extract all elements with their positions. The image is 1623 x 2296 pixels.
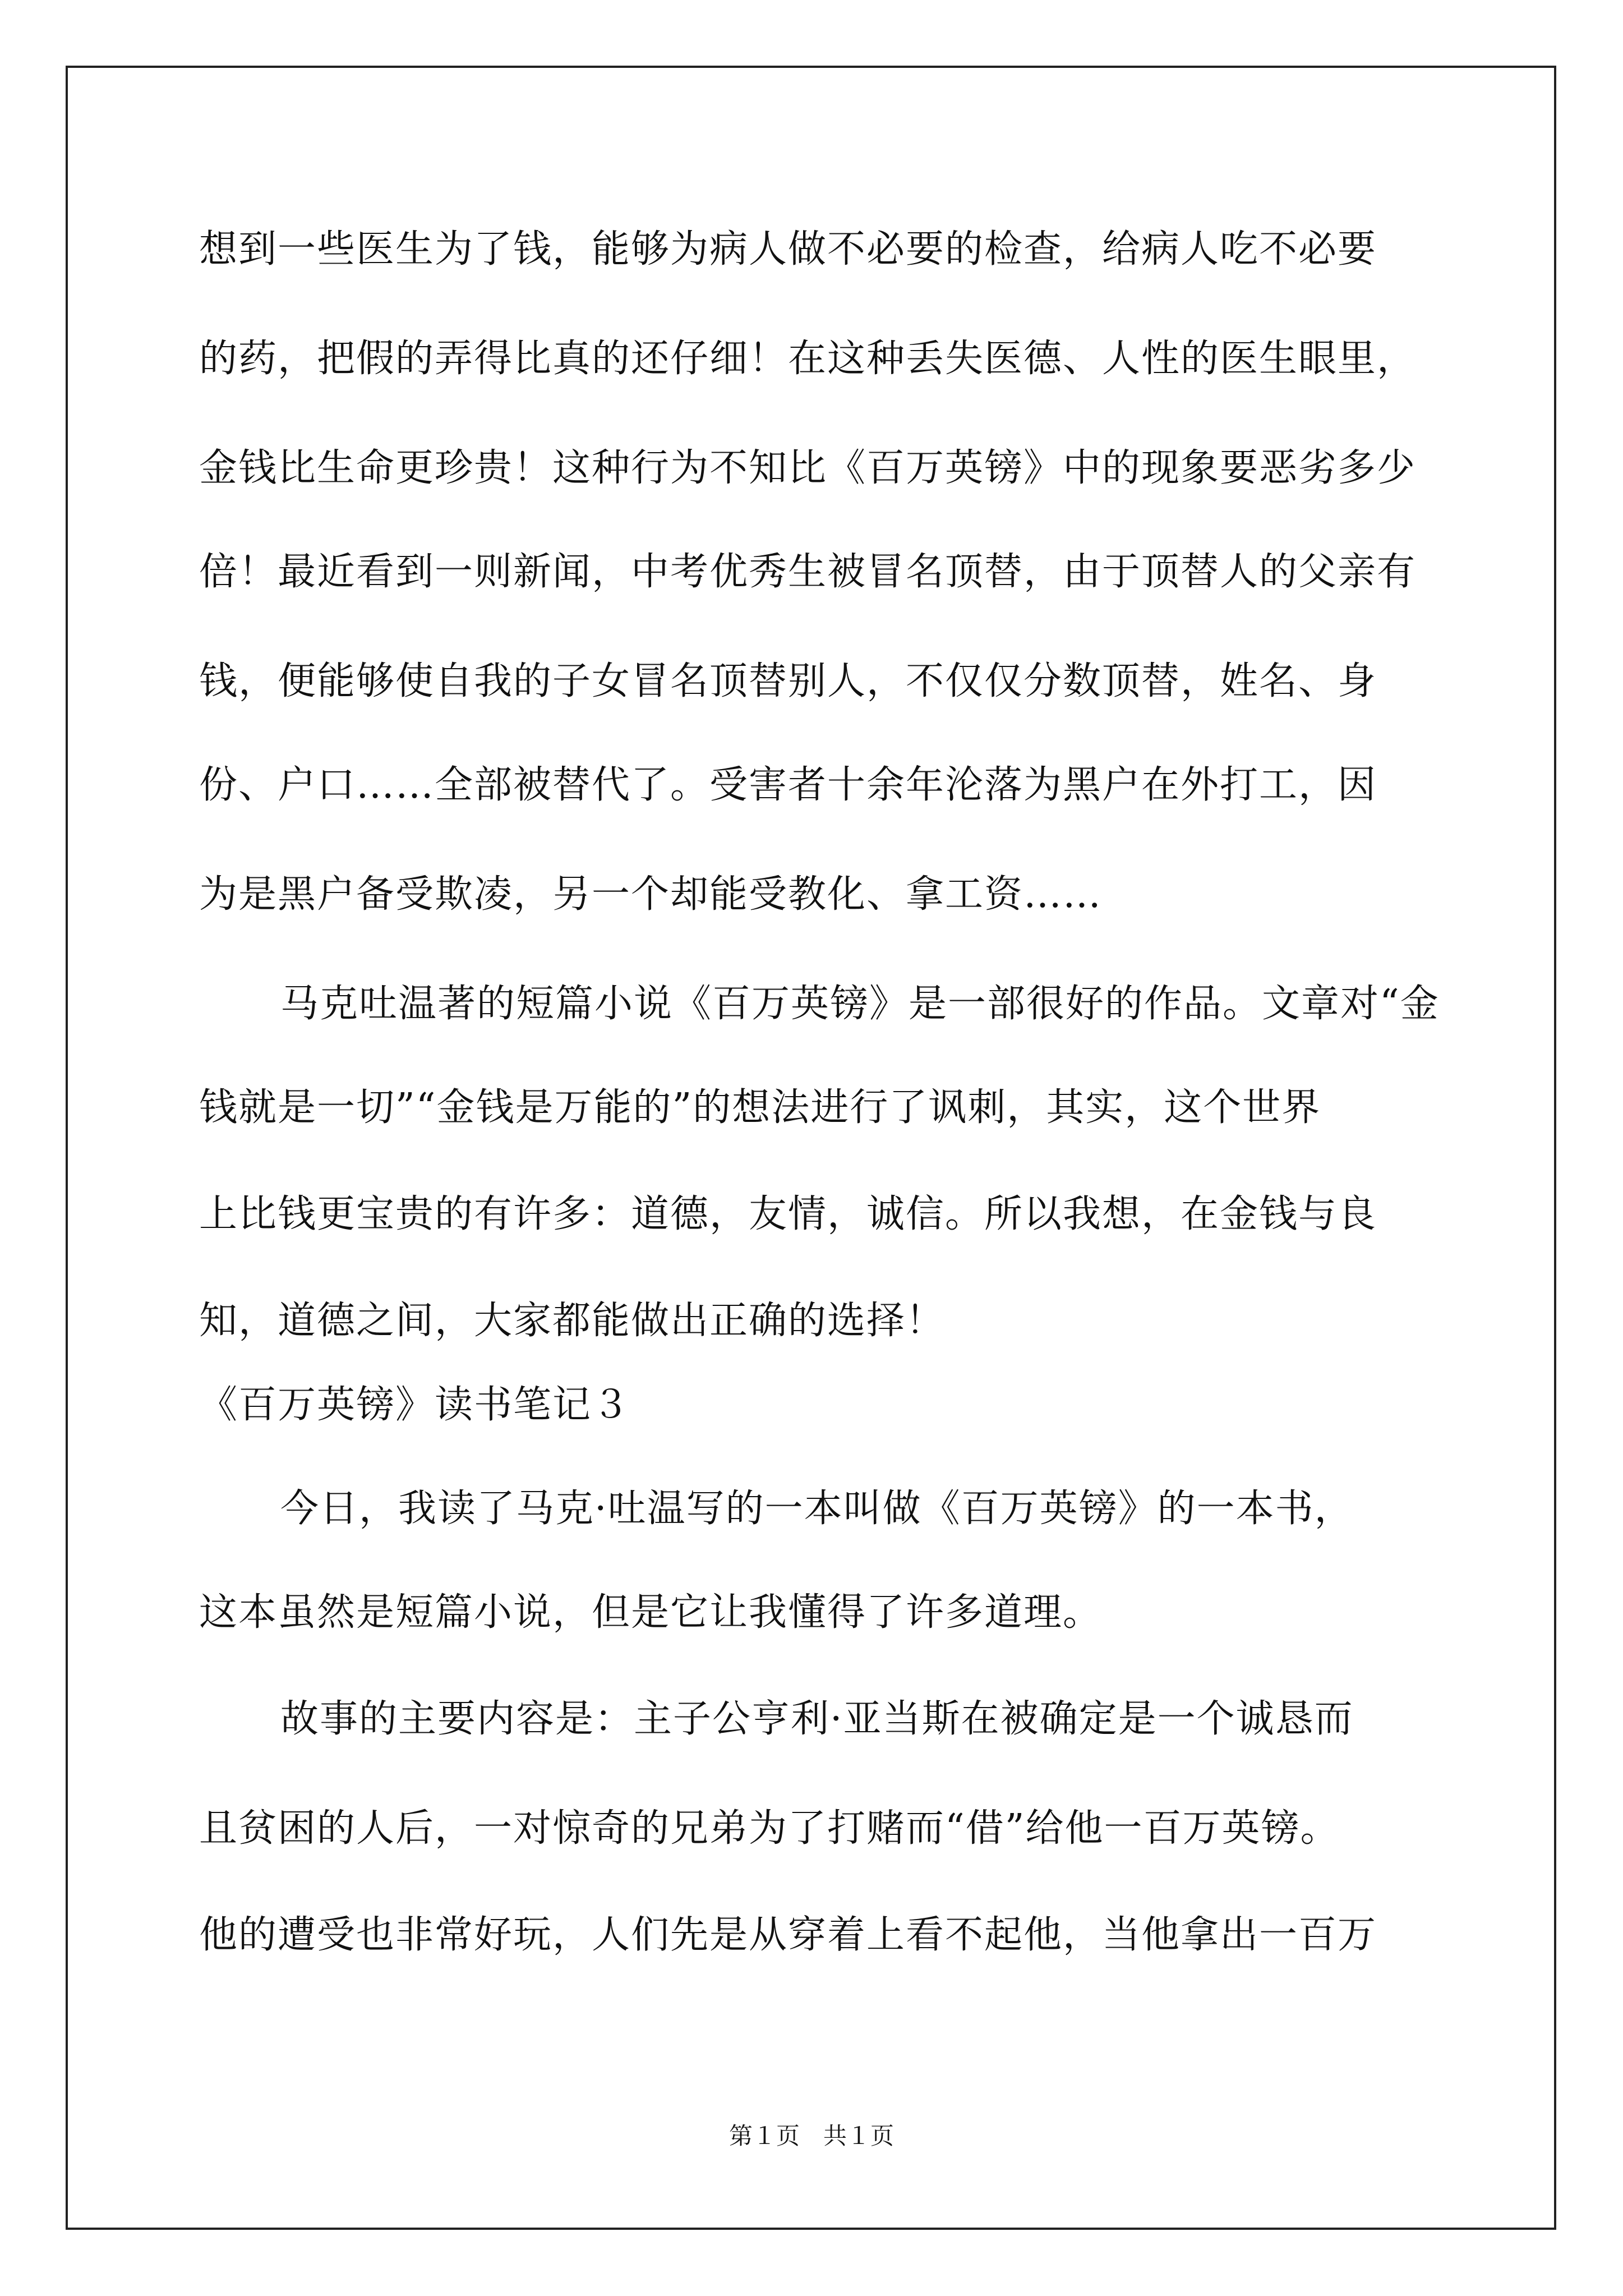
paragraph-1-line-7: 为是黑户备受欺凌，另一个却能受教化、拿工资…… [199, 872, 1103, 917]
paragraph-4-line-1: 故事的主要内容是：主子公亨利·亚当斯在被确定是一个诚恳而 [280, 1697, 1354, 1741]
paragraph-1-line-5: 钱，便能够使自我的子女冒名顶替别人，不仅仅分数顶替，姓名、身 [199, 659, 1377, 703]
page-number-footer: 第１页 共１页 [728, 2122, 894, 2150]
page-border [66, 66, 1556, 2230]
paragraph-1-line-6: 份、户口……全部被替代了。受害者十余年沦落为黑户在外打工，因 [199, 763, 1377, 807]
paragraph-1-line-1: 想到一些医生为了钱，能够为病人做不必要的检查，给病人吃不必要 [199, 227, 1377, 272]
paragraph-2-line-4: 知，道德之间，大家都能做出正确的选择！ [199, 1299, 946, 1343]
paragraph-4-line-2: 且贫困的人后，一对惊奇的兄弟为了打赌而“借”给他一百万英镑。 [199, 1806, 1340, 1851]
paragraph-2-line-2: 钱就是一切”“金钱是万能的”的想法进行了讽刺，其实，这个世界 [199, 1085, 1321, 1130]
paragraph-1-line-3: 金钱比生命更珍贵！这种行为不知比《百万英镑》中的现象要恶劣多少 [199, 446, 1417, 490]
paragraph-3-line-1: 今日，我读了马克·吐温写的一本叫做《百万英镑》的一本书， [280, 1487, 1354, 1531]
paragraph-1-line-4: 倍！最近看到一则新闻，中考优秀生被冒名顶替，由于顶替人的父亲有 [199, 550, 1417, 594]
paragraph-4-line-3: 他的遭受也非常好玩，人们先是从穿着上看不起他，当他拿出一百万 [199, 1913, 1377, 1957]
paragraph-2-line-3: 上比钱更宝贵的有许多：道德，友情，诚信。所以我想，在金钱与良 [199, 1192, 1377, 1236]
paragraph-2-line-1: 马克吐温著的短篇小说《百万英镑》是一部很好的作品。文章对“金 [280, 982, 1440, 1026]
paragraph-1-line-2: 的药，把假的弄得比真的还仔细！在这种丢失医德、人性的医生眼里， [199, 337, 1417, 381]
section-heading: 《百万英镑》读书笔记３ [199, 1383, 631, 1427]
paragraph-3-line-2: 这本虽然是短篇小说，但是它让我懂得了许多道理。 [199, 1590, 1103, 1635]
